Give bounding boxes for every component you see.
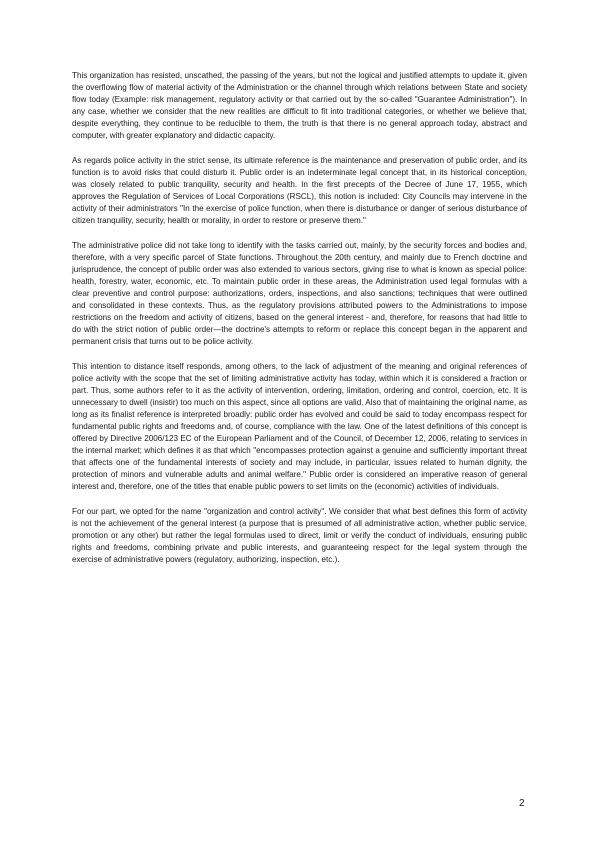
body-text: [72, 70, 527, 578]
paragraph-4: This intention to distance itself responds, among others, to the lack of adjustment of the meaning and original references of police activity with the scope that the set of limiting administrative activity has today, within which it is considered a fraction or part. Thus, some authors refer to it as the activity of intervention, ordering, limitation, ordering and control, coercion, etc. It is unnecessary to dwell (insistir) too much on this aspect, since all options are valid. Also that of maintaining the original name, as long as its finalist reference is interpreted broadly: public order has evolved and could be said to today encompass respect for fundamental public rights and freedoms and, of course, compliance with the law. One of the latest definitions of this concept is offered by Directive 2006/123 EC of the European Parliament and of the Council, of December 12, 2006, relating to services in the internal market; which defines it as that which "encompasses protection against a genuine and sufficiently important threat that affects one of the fundamental interests of society and may include, in particular, issues related to human dignity, the protection of minors and vulnerable adults and animal welfare." Public order is considered an imperative reason of general interest and, therefore, one of the titles that enable public powers to set limits on the (economic) activities of individuals.: [72, 361, 527, 492]
paragraph-2: As regards police activity in the strict sense, its ultimate reference is the maintenance and preservation of public order, and its function is to avoid risks that could disturb it. Public order is an indeterminate legal concept that, in its historical conception, was closely related to public tranquility, security and health. In the first precepts of the Decree of June 17, 1955, which approves the Regulation of Services of Local Corporations (RSCL), this notion is included: City Councils may intervene in the activity of their administrators "In the exercise of police function, when there is disturbance or danger of serious disturbance of citizen tranquility, security, health or morality, in order to restore or preserve them.": [72, 155, 527, 226]
page-number: 2: [519, 798, 525, 809]
paragraph-5: For our part, we opted for the name "organization and control activity". We consider that what best defines this form of activity is not the achievement of the general interest (a purpose that is presumed of all administrative action, whether public service, promotion or any other) but rather the legal formulas used to direct, limit or verify the conduct of individuals, ensuring public rights and freedoms, combining private and public interests, and guaranteeing respect for the legal system through the exercise of administrative powers (regulatory, authorizing, inspection, etc.).: [72, 506, 527, 565]
paragraph-3: The administrative police did not take long to identify with the tasks carried out, mainly, by the security forces and bodies and, therefore, with a very specific parcel of State functions. Throughout the 20th century, and mainly due to French doctrine and jurisprudence, the concept of public order was also extended to various sectors, giving rise to what is known as special police: health, forestry, water, economic, etc. To maintain public order in these areas, the Administration used legal formulas with a clear preventive and control purpose: authorizations, orders, inspections, and also sanctions; techniques that were outlined and consolidated in these contexts. Thus, as the regulatory provisions attributed powers to the Administrations to impose restrictions on the freedom and activity of citizens, based on the general interest - and, therefore, for reasons that had little to do with the strict notion of public order—the doctrine's attempts to reform or replace this concept began in the apparent and permanent crisis that turns out to be police activity.: [72, 240, 527, 347]
paragraph-1: This organization has resisted, unscathed, the passing of the years, but not the logical and justified attempts to update it, given the overflowing flow of material activity of the Administration or the channel through which relations between State and society flow today (Example: risk management, regulatory activity or that carried out by the so-called "Guarantee Administration"). In any case, whether we consider that the new realities are difficult to fit into traditional categories, or whether we believe that, despite everything, they continue to be reducible to them, the truth is that there is no general approach today, abstract and computer, with greater explanatory and didactic capacity.: [72, 71, 527, 141]
